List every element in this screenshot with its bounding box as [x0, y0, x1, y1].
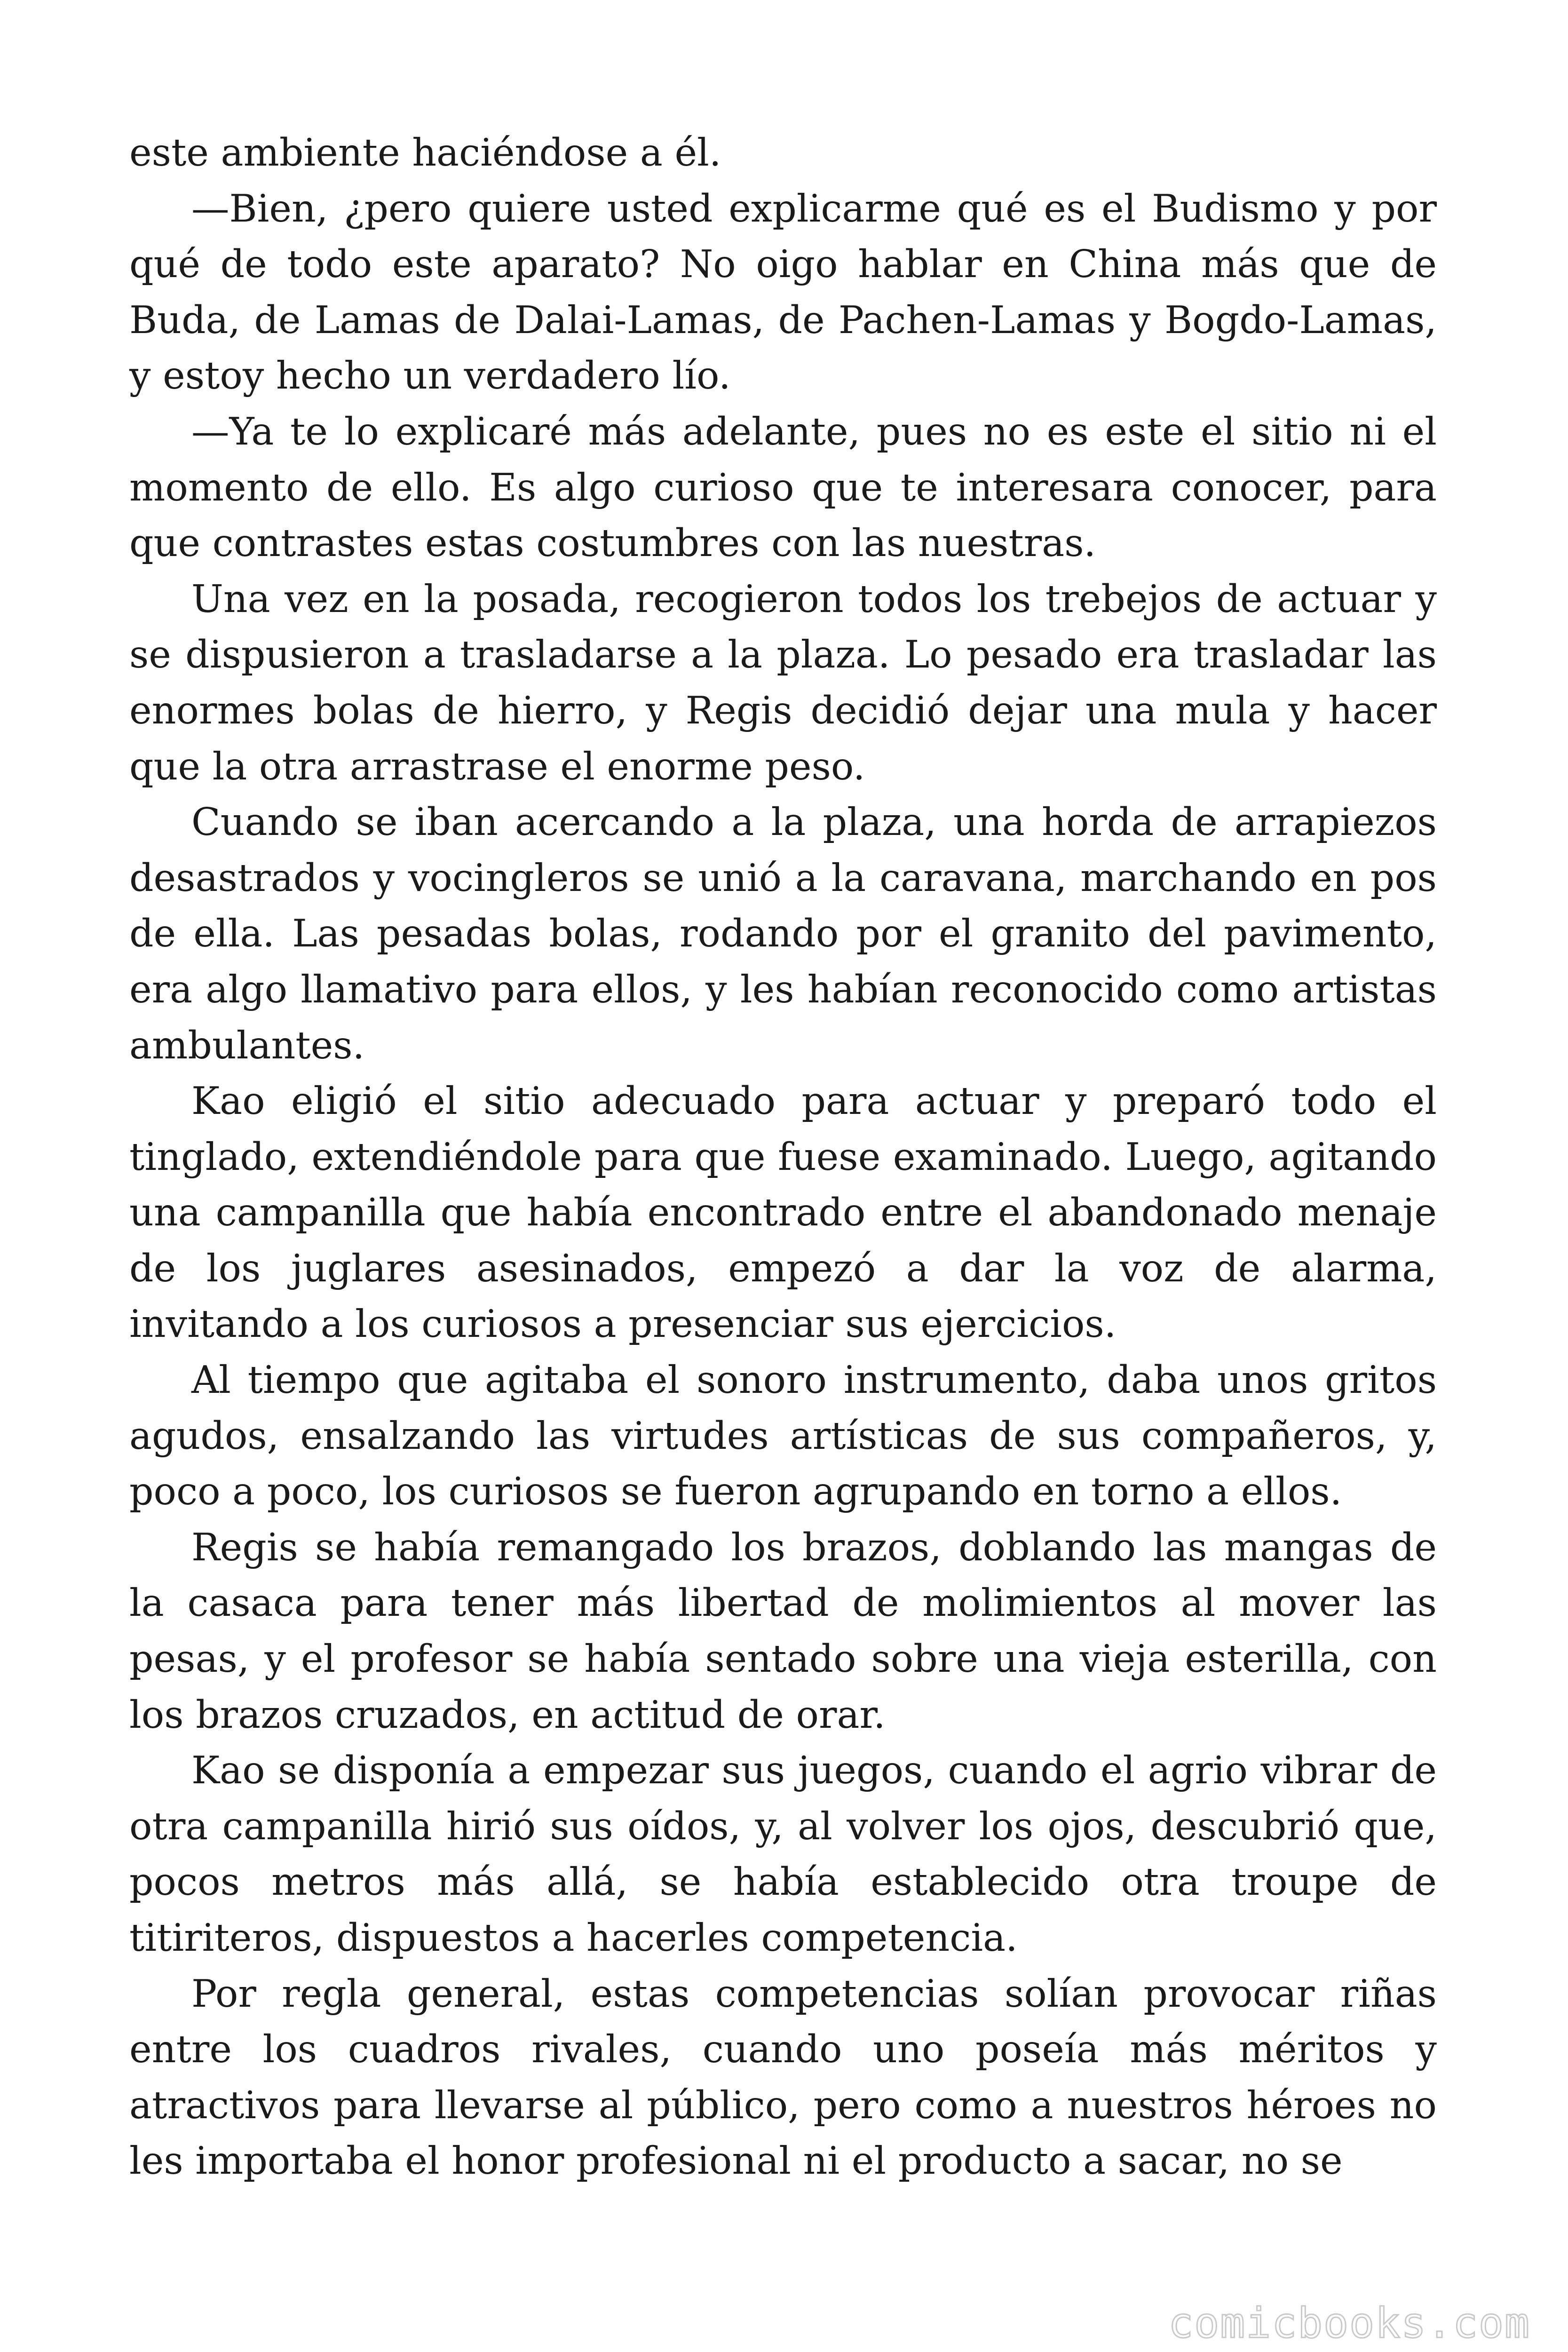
paragraph-1: este ambiente haciéndose a él. — [129, 130, 721, 175]
watermark: comicbooks.com — [1168, 2299, 1530, 2347]
page-text — [129, 125, 1437, 2189]
paragraph-4: Una vez en la posada, recogieron todos los trebejos de actuar y se dispusieron a trasladarse a la plaza. Lo pesado era trasladar las enormes bolas de hierro, y Regis decidió dejar una mula y hacer que la otra arrastrase el enorme peso. — [129, 576, 1437, 788]
paragraph-6: Kao eligió el sitio adecuado para actuar y preparó todo el tinglado, extendiéndole para que fuese examinado. Luego, agitando una campanilla que había encontrado entre el abandonado menaje de los juglares asesinados, empezó a dar la voz de alarma, invitando a los curiosos a presenciar sus ejercicios. — [129, 1079, 1437, 1346]
paragraph-10: Por regla general, estas competencias solían provocar riñas entre los cuadros rivales, cuando uno poseía más méritos y atractivos para llevarse al público, pero como a nuestros héroes no les importaba el honor profesional ni el producto a sacar, no se — [129, 1971, 1437, 2183]
paragraph-3: —Ya te lo explicaré más adelante, pues no es este el sitio ni el momento de ello. Es algo curioso que te interesara conocer, para que contrastes estas costumbres con las nuestras. — [129, 409, 1437, 565]
paragraph-7: Al tiempo que agitaba el sonoro instrumento, daba unos gritos agudos, ensalzando las virtudes artísticas de sus compañeros, y, poco a poco, los curiosos se fueron agrupando en torno a ellos. — [129, 1358, 1437, 1514]
paragraph-5: Cuando se iban acercando a la plaza, una horda de arrapiezos desastrados y vocingleros se unió a la caravana, marchando en pos de ella. Las pesadas bolas, rodando por el granito del pavimento, era algo llamativo para ellos, y les habían reconocido como artistas ambulantes. — [129, 800, 1437, 1067]
paragraph-2: —Bien, ¿pero quiere usted explicarme qué es el Budismo y por qué de todo este aparato? No oigo hablar en China más que de Buda, de Lamas de Dalai-Lamas, de Pachen-Lamas y Bogdo-Lamas, y estoy hecho un verdadero lío. — [129, 186, 1437, 398]
paragraph-9: Kao se disponía a empezar sus juegos, cuando el agrio vibrar de otra campanilla hirió sus oídos, y, al volver los ojos, descubrió que, pocos metros más allá, se había establecido otra troupe de titiriteros, dispuestos a hacerles competencia. — [129, 1748, 1437, 1960]
paragraph-8: Regis se había remangado los brazos, doblando las mangas de la casaca para tener más libertad de molimientos al mover las pesas, y el profesor se había sentado sobre una vieja esterilla, con los brazos cruzados, en actitud de orar. — [129, 1525, 1437, 1737]
